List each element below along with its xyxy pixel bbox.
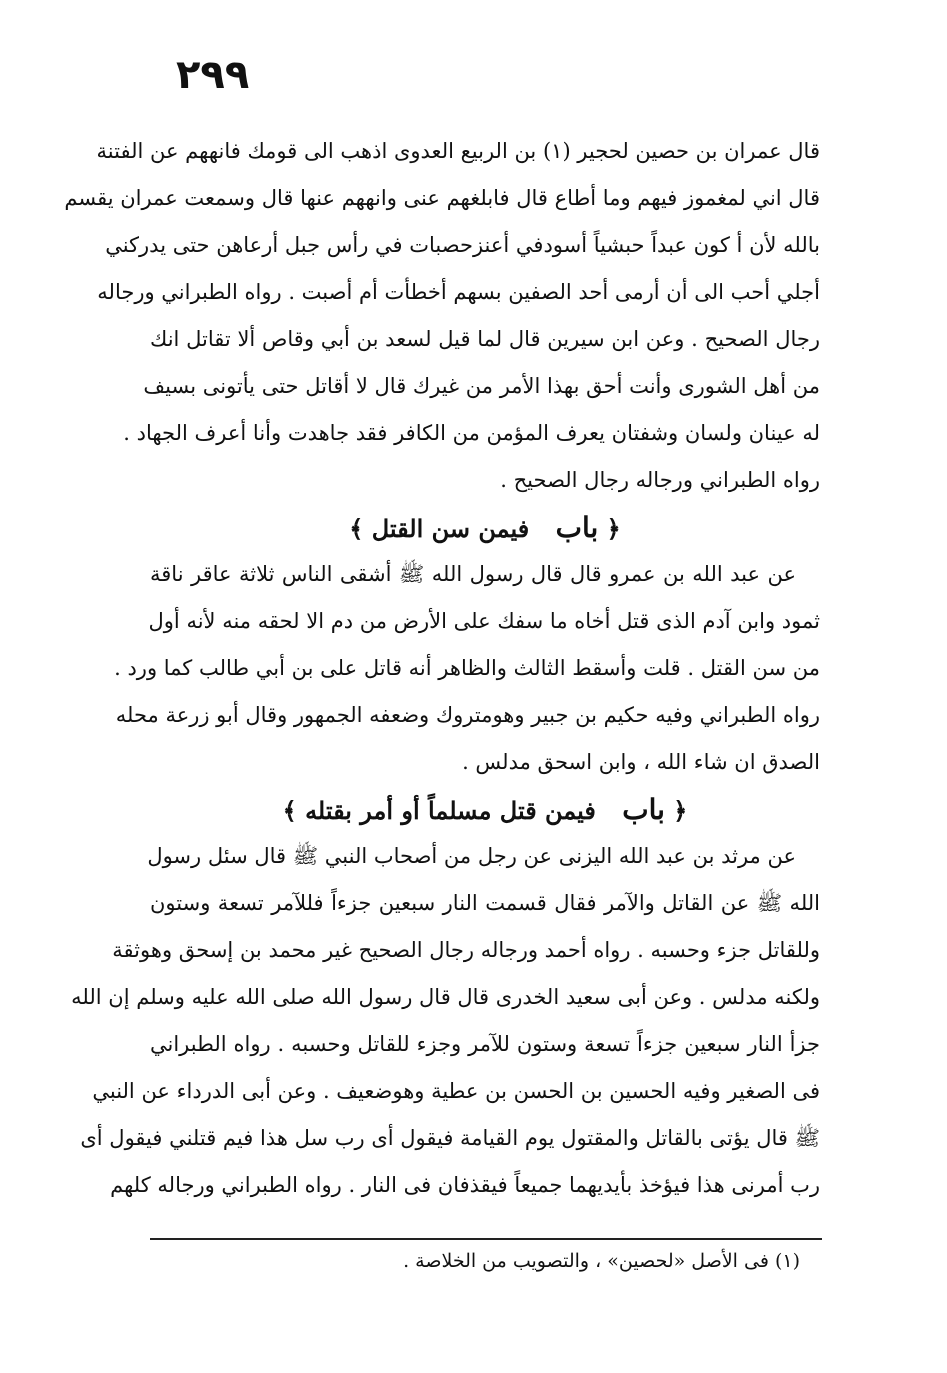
text-line: رواه الطبراني وفيه حكيم بن جبير وهومتروك وضعفه الجمهور وقال أبو زرعة محله [115,703,820,727]
ornament-bracket-close: ﴾ [282,796,297,825]
text-line: الصدق ان شاء الله ، وابن اسحق مدلس . [462,750,820,774]
chapter-heading-killing-muslim [150,786,820,833]
footnote: (١) فى الأصل «لحصين» ، والتصويب من الخلاصة . [403,1250,800,1272]
page-number: ٢٩٩ [176,52,250,98]
ornament-bracket-open: ﴿ [606,514,621,543]
paragraph-first-killer [114,551,820,786]
text-line: من أهل الشورى وأنت أحق بهذا الأمر من غيرك قال لا أقاتل حتى يأتونى بسيف [143,374,820,398]
chapter-heading-first-killer [150,504,820,551]
text-line: وللقاتل جزء وحسبه . رواه أحمد ورجاله رجال الصحيح غير محمد بن إسحق وهوثقة [112,938,820,962]
text-line: رب أمرنى هذا فيؤخذ بأيديهما جميعاً فيقذفان فى النار . رواه الطبراني ورجاله كلهم [110,1173,820,1197]
chapter-title: فيمن قتل مسلماً أو أمر بقتله [305,796,596,825]
text-line: ﷺ قال يؤتى بالقاتل والمقتول يوم القيامة فيقول أى رب سل هذا فيم قتلني فيقول أى [80,1126,820,1150]
chapter-label: باب [555,511,599,544]
text-line: فى الصغير وفيه الحسين بن الحسن بن عطية وهوضعيف . وعن أبى الدرداء عن النبي [92,1079,820,1103]
text-line: رواه الطبراني ورجاله رجال الصحيح . [500,468,820,492]
paragraph-imran-hadith [64,128,820,504]
text-line: أجلي أحب الى أن أرمى أحد الصفين بسهم أخطأت أم أصبت . رواه الطبراني ورجاله [97,280,820,304]
footnote-divider [150,1238,822,1240]
text-line: من سن القتل . قلت وأسقط الثالث والظاهر أنه قاتل على بن أبي طالب كما ورد . [114,656,820,680]
text-line: قال عمران بن حصين لحجير (١) بن الربيع العدوى اذهب الى قومك فانههم عن الفتنة [96,139,820,163]
text-line: ولكنه مدلس . وعن أبى سعيد الخدرى قال قال رسول الله صلى الله عليه وسلم إن الله [71,985,820,1009]
paragraph-killing-muslim [71,833,820,1209]
text-line: ثمود وابن آدم الذى قتل أخاه ما سفك على الأرض من دم الا لحقه منه لأنه أول [148,609,820,633]
text-line: عن مرثد بن عبد الله اليزنى عن رجل من أصحاب النبي ﷺ قال سئل رسول [147,844,796,868]
text-line: عن عبد الله بن عمرو قال قال رسول الله ﷺ أشقى الناس ثلاثة عاقر ناقة [150,562,796,586]
text-line: بالله لأن أ كون عبداً حبشياً أسودفي أعنزحصبات في رأس جبل أرعاهن حتى يدركني [105,233,820,257]
text-line: رجال الصحيح . وعن ابن سيرين قال لما قيل لسعد بن أبي وقاص ألا تقاتل انك [150,327,820,351]
text-line: قال اني لمغموز فيهم وما أطاع قال فابلغهم عنى وانههم عنها قال وسمعت عمران يقسم [64,186,820,210]
text-line: الله ﷺ عن القاتل والآمر فقال قسمت النار سبعين جزءاً فللآمر تسعة وستون [150,891,820,915]
chapter-label: باب [622,793,665,826]
ornament-bracket-open: ﴿ [673,796,688,825]
main-text [64,128,820,1209]
text-line: جزأ النار سبعين جزءاً تسعة وستون للآمر وجزء للقاتل وحسبه . رواه الطبراني [150,1032,820,1056]
text-line: له عينان ولسان وشفتان يعرف المؤمن من الكافر فقد جاهدت وأنا أعرف الجهاد . [123,421,820,445]
chapter-title: فيمن سن القتل [371,514,530,543]
ornament-bracket-close: ﴾ [349,514,364,543]
